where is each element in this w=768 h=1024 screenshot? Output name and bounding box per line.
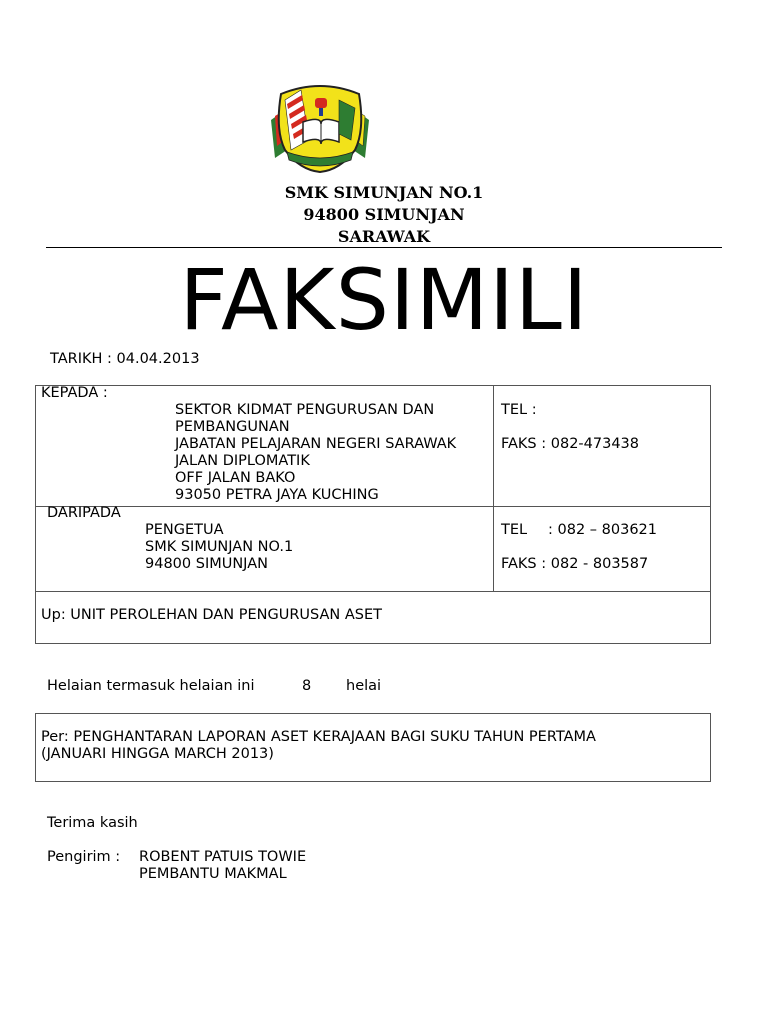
from-fax: FAKS : 082 - 803587 — [501, 556, 649, 572]
sender-position: PEMBANTU MAKMAL — [139, 866, 287, 882]
to-address-line: SEKTOR KIDMAT PENGURUSAN DAN — [175, 402, 435, 418]
sender-label: Pengirim : — [47, 849, 121, 865]
table-row-divider — [35, 506, 710, 507]
school-postcode: 94800 SIMUNJAN — [303, 205, 465, 224]
to-address-line: JALAN DIPLOMATIK — [175, 453, 310, 469]
subject-line: (JANUARI HINGGA MARCH 2013) — [41, 746, 274, 762]
subject-line: Per: PENGHANTARAN LAPORAN ASET KERAJAAN BAGI SUKU TAHUN PERTAMA — [41, 729, 596, 745]
from-tel-label: TEL — [501, 522, 528, 538]
table-column-divider — [493, 385, 494, 591]
to-address-line: PEMBANGUNAN — [175, 419, 290, 435]
sender-name: ROBENT PATUIS TOWIE — [139, 849, 307, 865]
to-label: KEPADA : — [41, 385, 108, 401]
pages-unit: helai — [346, 678, 382, 694]
from-label: DARIPADA — [47, 505, 121, 521]
from-address-line: SMK SIMUNJAN NO.1 — [145, 539, 294, 555]
date-line: TARIKH : 04.04.2013 — [50, 351, 200, 367]
from-address-line: 94800 SIMUNJAN — [145, 556, 268, 572]
to-address-line: OFF JALAN BAKO — [175, 470, 296, 486]
school-logo — [265, 80, 375, 175]
to-fax: FAKS : 082-473438 — [501, 436, 640, 452]
address-table — [35, 385, 711, 644]
to-address-line: JABATAN PELAJARAN NEGERI SARAWAK — [175, 436, 457, 452]
to-tel: TEL : — [501, 402, 537, 418]
school-state: SARAWAK — [337, 227, 431, 246]
attention-line: Up: UNIT PEROLEHAN DAN PENGURUSAN ASET — [41, 607, 382, 623]
from-address-line: PENGETUA — [145, 522, 224, 538]
pages-count: 8 — [302, 678, 312, 694]
pages-label: Helaian termasuk helaian ini — [47, 678, 255, 694]
closing-text: Terima kasih — [47, 815, 138, 831]
table-row-divider — [35, 591, 710, 592]
from-tel-value: : 082 – 803621 — [548, 522, 657, 538]
school-name: SMK SIMUNJAN NO.1 — [284, 183, 484, 202]
page-title: FAKSIMILI — [179, 251, 589, 349]
header-divider — [46, 247, 722, 248]
to-address-line: 93050 PETRA JAYA KUCHING — [175, 487, 379, 503]
